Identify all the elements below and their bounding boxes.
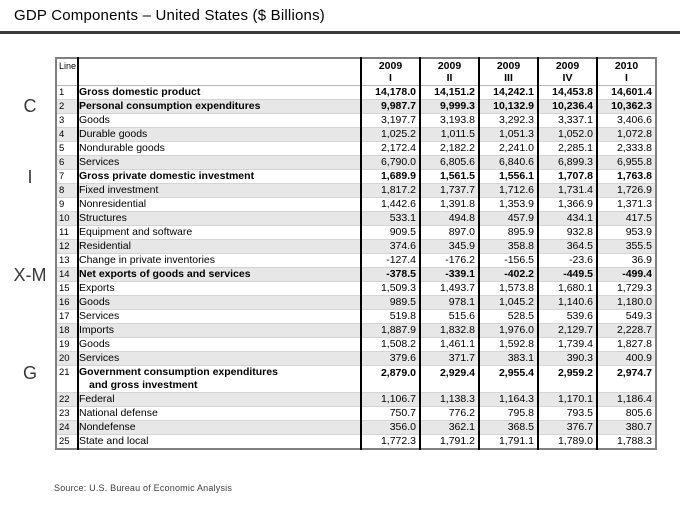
row-label bbox=[78, 141, 361, 155]
value-2009-q1: -127.4 bbox=[361, 253, 420, 267]
value-2009-q2: 371.7 bbox=[420, 351, 479, 365]
row-label bbox=[78, 211, 361, 225]
value-2009-q2: -176.2 bbox=[420, 253, 479, 267]
table-row bbox=[56, 127, 656, 141]
value-2009-q2: 345.9 bbox=[420, 239, 479, 253]
value-2009-q4: 376.7 bbox=[538, 420, 597, 434]
row-label bbox=[78, 267, 361, 281]
row-label bbox=[78, 183, 361, 197]
row-label-text: Net exports of goods and services bbox=[79, 267, 251, 280]
row-label bbox=[78, 99, 361, 113]
table-row bbox=[56, 434, 656, 449]
value-2010-q1: 549.3 bbox=[597, 309, 656, 323]
table-row bbox=[56, 267, 656, 281]
table-row bbox=[56, 420, 656, 434]
row-label bbox=[78, 323, 361, 337]
value-2009-q3: -402.2 bbox=[479, 267, 538, 281]
value-2010-q1: 2,228.7 bbox=[597, 323, 656, 337]
value-2009-q2: 1,561.5 bbox=[420, 169, 479, 183]
value-2009-q4: 1,707.8 bbox=[538, 169, 597, 183]
value-2009-q1: 1,817.2 bbox=[361, 183, 420, 197]
row-label-text: Nondefense bbox=[79, 420, 136, 433]
value-2009-q1: 1,508.2 bbox=[361, 337, 420, 351]
value-2009-q2: 1,493.7 bbox=[420, 281, 479, 295]
header-quarter: IV bbox=[562, 71, 573, 84]
value-2009-q3: 1,712.6 bbox=[479, 183, 538, 197]
line-number: 8 bbox=[56, 183, 78, 197]
value-2010-q1: 1,788.3 bbox=[597, 434, 656, 449]
row-label-text: Nondurable goods bbox=[79, 141, 165, 154]
line-number: 14 bbox=[56, 267, 78, 281]
value-2009-q3: 10,132.9 bbox=[479, 99, 538, 113]
value-2009-q3: 528.5 bbox=[479, 309, 538, 323]
value-2009-q2: 2,929.4 bbox=[420, 365, 479, 392]
value-2009-q2: 3,193.8 bbox=[420, 113, 479, 127]
header-year: 2009 bbox=[496, 59, 521, 72]
value-2009-q4: 2,129.7 bbox=[538, 323, 597, 337]
margin-label-consumption: C bbox=[23, 96, 37, 116]
value-2009-q1: -378.5 bbox=[361, 267, 420, 281]
value-2009-q4: 1,170.1 bbox=[538, 392, 597, 406]
table-row bbox=[56, 295, 656, 309]
table-row bbox=[56, 113, 656, 127]
row-label-text: Equipment and software bbox=[79, 225, 193, 238]
value-2009-q1: 6,790.0 bbox=[361, 155, 420, 169]
value-2009-q2: -339.1 bbox=[420, 267, 479, 281]
table-row bbox=[56, 351, 656, 365]
value-2009-q1: 9,987.7 bbox=[361, 99, 420, 113]
value-2009-q3: 2,955.4 bbox=[479, 365, 538, 392]
value-2010-q1: 3,406.6 bbox=[597, 113, 656, 127]
row-label-text: Services bbox=[79, 155, 120, 168]
table-row bbox=[56, 99, 656, 113]
row-label-text: Gross private domestic investment bbox=[79, 169, 255, 182]
value-2010-q1: 6,955.8 bbox=[597, 155, 656, 169]
table-row bbox=[56, 197, 656, 211]
value-2009-q3: 457.9 bbox=[479, 211, 538, 225]
row-label-text: Change in private inventories bbox=[79, 253, 215, 266]
value-2009-q1: 14,178.0 bbox=[361, 85, 420, 99]
value-2010-q1: 1,763.8 bbox=[597, 169, 656, 183]
value-2010-q1: 1,726.9 bbox=[597, 183, 656, 197]
line-number: 1 bbox=[56, 85, 78, 99]
row-label bbox=[78, 253, 361, 267]
row-label bbox=[78, 197, 361, 211]
value-2010-q1: 1,186.4 bbox=[597, 392, 656, 406]
row-label bbox=[78, 239, 361, 253]
column-header-2009-q1 bbox=[361, 58, 420, 85]
value-2009-q1: 989.5 bbox=[361, 295, 420, 309]
table-row bbox=[56, 141, 656, 155]
table-row bbox=[56, 211, 656, 225]
margin-label-investment: I bbox=[27, 167, 33, 187]
value-2009-q1: 533.1 bbox=[361, 211, 420, 225]
line-number: 11 bbox=[56, 225, 78, 239]
value-2009-q3: 358.8 bbox=[479, 239, 538, 253]
row-label-text: Residential bbox=[79, 239, 131, 252]
row-label-text: Services bbox=[79, 309, 120, 322]
value-2010-q1: 14,601.4 bbox=[597, 85, 656, 99]
value-2009-q3: 895.9 bbox=[479, 225, 538, 239]
line-number: 7 bbox=[56, 169, 78, 183]
value-2009-q2: 515.6 bbox=[420, 309, 479, 323]
table-row bbox=[56, 253, 656, 267]
header-quarter: II bbox=[446, 71, 453, 84]
value-2009-q2: 776.2 bbox=[420, 406, 479, 420]
row-label bbox=[78, 434, 361, 449]
value-2009-q1: 1,442.6 bbox=[361, 197, 420, 211]
value-2009-q3: 2,241.0 bbox=[479, 141, 538, 155]
row-label-text: Goods bbox=[79, 113, 110, 126]
column-header-2010-q1 bbox=[597, 58, 656, 85]
line-number: 10 bbox=[56, 211, 78, 225]
value-2010-q1: 355.5 bbox=[597, 239, 656, 253]
header-quarter: I bbox=[389, 71, 392, 84]
value-2010-q1: 953.9 bbox=[597, 225, 656, 239]
line-number: 6 bbox=[56, 155, 78, 169]
row-label-text: National defense bbox=[79, 406, 158, 419]
line-number: 20 bbox=[56, 351, 78, 365]
value-2009-q2: 1,737.7 bbox=[420, 183, 479, 197]
row-label bbox=[78, 309, 361, 323]
table-row bbox=[56, 225, 656, 239]
value-2010-q1: 1,729.3 bbox=[597, 281, 656, 295]
line-number: 9 bbox=[56, 197, 78, 211]
row-label bbox=[78, 351, 361, 365]
gdp-components-table bbox=[55, 57, 657, 450]
line-number: 12 bbox=[56, 239, 78, 253]
value-2009-q4: 1,140.6 bbox=[538, 295, 597, 309]
header-year: 2009 bbox=[437, 59, 462, 72]
line-number: 22 bbox=[56, 392, 78, 406]
row-label bbox=[78, 281, 361, 295]
value-2009-q4: 1,731.4 bbox=[538, 183, 597, 197]
value-2009-q2: 897.0 bbox=[420, 225, 479, 239]
header-year: 2009 bbox=[378, 59, 403, 72]
line-number: 18 bbox=[56, 323, 78, 337]
line-number: 16 bbox=[56, 295, 78, 309]
value-2010-q1: 36.9 bbox=[597, 253, 656, 267]
value-2009-q3: 1,573.8 bbox=[479, 281, 538, 295]
value-2009-q1: 1,689.9 bbox=[361, 169, 420, 183]
value-2009-q1: 750.7 bbox=[361, 406, 420, 420]
value-2009-q4: 434.1 bbox=[538, 211, 597, 225]
row-label-text: Personal consumption expenditures bbox=[79, 99, 261, 112]
value-2010-q1: 417.5 bbox=[597, 211, 656, 225]
row-label-text: Federal bbox=[79, 392, 115, 405]
header-quarter: III bbox=[504, 71, 513, 84]
value-2009-q3: 3,292.3 bbox=[479, 113, 538, 127]
value-2009-q2: 14,151.2 bbox=[420, 85, 479, 99]
value-2009-q2: 362.1 bbox=[420, 420, 479, 434]
value-2009-q2: 1,832.8 bbox=[420, 323, 479, 337]
value-2009-q4: 1,052.0 bbox=[538, 127, 597, 141]
value-2009-q2: 9,999.3 bbox=[420, 99, 479, 113]
value-2009-q1: 909.5 bbox=[361, 225, 420, 239]
value-2009-q4: 14,453.8 bbox=[538, 85, 597, 99]
value-2009-q3: 1,592.8 bbox=[479, 337, 538, 351]
value-2009-q1: 1,106.7 bbox=[361, 392, 420, 406]
value-2009-q3: 1,045.2 bbox=[479, 295, 538, 309]
value-2009-q4: 1,739.4 bbox=[538, 337, 597, 351]
value-2010-q1: 10,362.3 bbox=[597, 99, 656, 113]
value-2009-q2: 1,791.2 bbox=[420, 434, 479, 449]
value-2010-q1: 1,827.8 bbox=[597, 337, 656, 351]
line-number: 21 bbox=[56, 365, 78, 392]
table-row bbox=[56, 337, 656, 351]
row-label-text: Gross domestic product bbox=[79, 85, 201, 98]
table-row bbox=[56, 309, 656, 323]
value-2009-q1: 519.8 bbox=[361, 309, 420, 323]
value-2009-q4: 539.6 bbox=[538, 309, 597, 323]
row-label bbox=[78, 406, 361, 420]
value-2009-q4: 2,285.1 bbox=[538, 141, 597, 155]
value-2009-q3: -156.5 bbox=[479, 253, 538, 267]
value-2009-q1: 356.0 bbox=[361, 420, 420, 434]
value-2009-q4: 2,959.2 bbox=[538, 365, 597, 392]
row-label-text: Imports bbox=[79, 323, 115, 336]
row-label-text: Fixed investment bbox=[79, 183, 159, 196]
column-header-2009-q4 bbox=[538, 58, 597, 85]
line-number: 24 bbox=[56, 420, 78, 434]
value-2009-q1: 1,887.9 bbox=[361, 323, 420, 337]
value-2009-q4: 10,236.4 bbox=[538, 99, 597, 113]
value-2009-q3: 1,556.1 bbox=[479, 169, 538, 183]
value-2009-q2: 494.8 bbox=[420, 211, 479, 225]
value-2009-q1: 1,509.3 bbox=[361, 281, 420, 295]
table-row bbox=[56, 169, 656, 183]
value-2010-q1: 805.6 bbox=[597, 406, 656, 420]
value-2009-q2: 1,461.1 bbox=[420, 337, 479, 351]
row-label bbox=[78, 127, 361, 141]
value-2010-q1: 1,180.0 bbox=[597, 295, 656, 309]
table-row bbox=[56, 85, 656, 99]
table-row bbox=[56, 281, 656, 295]
row-label bbox=[78, 85, 361, 99]
column-header-2009-q3 bbox=[479, 58, 538, 85]
table-row bbox=[56, 365, 656, 392]
row-label bbox=[78, 295, 361, 309]
row-label-text: Exports bbox=[79, 281, 115, 294]
value-2009-q4: 932.8 bbox=[538, 225, 597, 239]
row-label bbox=[78, 113, 361, 127]
value-2010-q1: 2,333.8 bbox=[597, 141, 656, 155]
value-2009-q2: 2,182.2 bbox=[420, 141, 479, 155]
row-label bbox=[78, 155, 361, 169]
value-2009-q2: 978.1 bbox=[420, 295, 479, 309]
row-label bbox=[78, 420, 361, 434]
value-2010-q1: 400.9 bbox=[597, 351, 656, 365]
value-2009-q3: 1,051.3 bbox=[479, 127, 538, 141]
value-2009-q4: -449.5 bbox=[538, 267, 597, 281]
row-label-text: Government consumption expenditures bbox=[79, 365, 278, 378]
row-label bbox=[78, 225, 361, 239]
header-year: 2010 bbox=[614, 59, 639, 72]
value-2009-q3: 6,840.6 bbox=[479, 155, 538, 169]
value-2009-q4: 793.5 bbox=[538, 406, 597, 420]
value-2009-q1: 2,172.4 bbox=[361, 141, 420, 155]
value-2009-q4: 6,899.3 bbox=[538, 155, 597, 169]
value-2010-q1: 2,974.7 bbox=[597, 365, 656, 392]
value-2009-q2: 6,805.6 bbox=[420, 155, 479, 169]
table-header-row bbox=[56, 58, 656, 85]
value-2009-q1: 379.6 bbox=[361, 351, 420, 365]
line-number: 3 bbox=[56, 113, 78, 127]
row-label bbox=[78, 169, 361, 183]
value-2009-q1: 3,197.7 bbox=[361, 113, 420, 127]
margin-label-government: G bbox=[22, 363, 37, 383]
source-note: Source: U.S. Bureau of Economic Analysis bbox=[54, 483, 233, 493]
value-2009-q1: 2,879.0 bbox=[361, 365, 420, 392]
value-2010-q1: -499.4 bbox=[597, 267, 656, 281]
row-label-text: Goods bbox=[79, 295, 110, 308]
value-2009-q3: 368.5 bbox=[479, 420, 538, 434]
value-2009-q4: -23.6 bbox=[538, 253, 597, 267]
value-2009-q4: 1,680.1 bbox=[538, 281, 597, 295]
value-2009-q4: 1,789.0 bbox=[538, 434, 597, 449]
line-number: 15 bbox=[56, 281, 78, 295]
line-number: 13 bbox=[56, 253, 78, 267]
row-label bbox=[78, 392, 361, 406]
row-label bbox=[78, 365, 361, 392]
header-quarter: I bbox=[625, 71, 628, 84]
column-header-2009-q2 bbox=[420, 58, 479, 85]
value-2009-q2: 1,138.3 bbox=[420, 392, 479, 406]
line-number: 17 bbox=[56, 309, 78, 323]
table-row bbox=[56, 239, 656, 253]
line-number: 23 bbox=[56, 406, 78, 420]
value-2009-q3: 14,242.1 bbox=[479, 85, 538, 99]
table-row bbox=[56, 392, 656, 406]
title-rule-divider bbox=[0, 31, 680, 34]
value-2009-q4: 3,337.1 bbox=[538, 113, 597, 127]
value-2009-q1: 374.6 bbox=[361, 239, 420, 253]
value-2009-q3: 1,353.9 bbox=[479, 197, 538, 211]
line-number: 5 bbox=[56, 141, 78, 155]
line-number: 2 bbox=[56, 99, 78, 113]
value-2009-q3: 383.1 bbox=[479, 351, 538, 365]
value-2009-q3: 1,976.0 bbox=[479, 323, 538, 337]
table-row bbox=[56, 323, 656, 337]
value-2010-q1: 380.7 bbox=[597, 420, 656, 434]
row-label-text: Nonresidential bbox=[79, 197, 147, 210]
row-label-text: Structures bbox=[79, 211, 127, 224]
row-label-text: State and local bbox=[79, 434, 149, 447]
page-title: GDP Components – United States ($ Billions) bbox=[14, 7, 325, 24]
table-row bbox=[56, 406, 656, 420]
value-2009-q2: 1,391.8 bbox=[420, 197, 479, 211]
margin-label-net-exports: X-M bbox=[13, 265, 47, 285]
value-2009-q3: 795.8 bbox=[479, 406, 538, 420]
table-row bbox=[56, 183, 656, 197]
line-number: 4 bbox=[56, 127, 78, 141]
row-label-text: Goods bbox=[79, 337, 110, 350]
value-2009-q3: 1,164.3 bbox=[479, 392, 538, 406]
value-2009-q3: 1,791.1 bbox=[479, 434, 538, 449]
row-label-text: Services bbox=[79, 351, 120, 364]
value-2010-q1: 1,072.8 bbox=[597, 127, 656, 141]
table-row bbox=[56, 155, 656, 169]
value-2009-q4: 390.3 bbox=[538, 351, 597, 365]
value-2009-q1: 1,772.3 bbox=[361, 434, 420, 449]
row-label-text-line2: and gross investment bbox=[89, 378, 198, 391]
row-label bbox=[78, 337, 361, 351]
line-column-header: Line bbox=[56, 58, 78, 85]
value-2009-q4: 364.5 bbox=[538, 239, 597, 253]
header-year: 2009 bbox=[555, 59, 580, 72]
row-label-text: Durable goods bbox=[79, 127, 148, 140]
description-column-header bbox=[78, 58, 361, 85]
value-2009-q2: 1,011.5 bbox=[420, 127, 479, 141]
line-number: 19 bbox=[56, 337, 78, 351]
line-number: 25 bbox=[56, 434, 78, 449]
value-2009-q4: 1,366.9 bbox=[538, 197, 597, 211]
value-2009-q1: 1,025.2 bbox=[361, 127, 420, 141]
value-2010-q1: 1,371.3 bbox=[597, 197, 656, 211]
